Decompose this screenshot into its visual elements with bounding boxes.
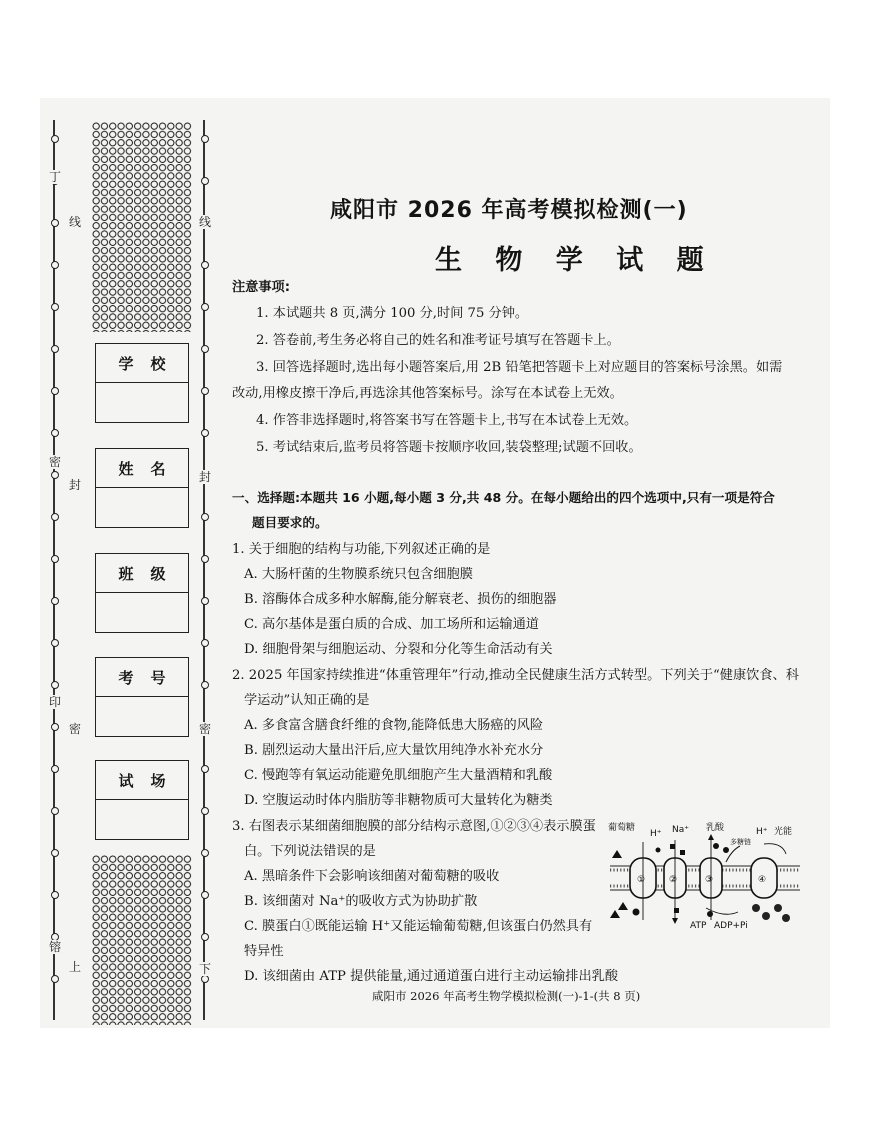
- binding-dot: [51, 135, 59, 143]
- protein-4-label: ④: [758, 875, 767, 885]
- class-box: 班 级: [95, 553, 189, 633]
- question-stem-cont: 学运动”认知正确的是: [244, 693, 370, 708]
- question-option: B. 剧烈运动大量出汗后,应大量饮用纯净水补充水分: [244, 743, 544, 758]
- binding-dot: [51, 975, 59, 983]
- binding-char: 密: [198, 722, 211, 736]
- exam-title: 咸阳市 2026 年高考模拟检测(一): [330, 198, 688, 223]
- binding-dot: [51, 891, 59, 899]
- protein-3-label: ③: [705, 875, 714, 885]
- question-stem-cont: 白。下列说法错误的是: [244, 844, 376, 859]
- page-footer: 咸阳市 2026 年高考生物学模拟检测(一)-1-(共 8 页): [372, 989, 641, 1003]
- notice-item: 3. 回答选择题时,选出每小题答案后,用 2B 铅笔把答题卡上对应题目的答案标号涂黑。如需: [256, 360, 783, 375]
- label-glucose: 葡萄糖: [608, 823, 636, 833]
- binding-dot: [51, 387, 59, 395]
- question-option: C. 膜蛋白①既能运输 H⁺又能运输葡萄糖,但该蛋白仍然具有: [244, 919, 593, 934]
- notice-heading: 注意事项:: [232, 280, 291, 295]
- binding-dot: [51, 807, 59, 815]
- section-heading-cont: 题目要求的。: [252, 515, 328, 530]
- question-option: B. 该细菌对 Na⁺的吸收方式为协助扩散: [244, 894, 478, 909]
- label-h-plus-1: H⁺: [650, 829, 662, 839]
- notice-item: 4. 作答非选择题时,将答案书写在答题卡上,书写在本试卷上无效。: [256, 413, 638, 428]
- binding-dot: [51, 555, 59, 563]
- notice-item: 改动,用橡皮擦干净后,再选涂其他答案标号。涂写在本试卷上无效。: [232, 386, 623, 401]
- binding-dot: [51, 849, 59, 857]
- binding-dot: [201, 303, 209, 311]
- binding-char: 线: [198, 215, 211, 229]
- binding-dot: [51, 303, 59, 311]
- membrane-diagram: [606, 820, 804, 932]
- label-polysaccharide: 多糖链: [730, 838, 751, 846]
- binding-dot: [51, 639, 59, 647]
- label-h-plus-2: H⁺: [756, 827, 768, 837]
- binding-dot: [201, 933, 209, 941]
- notice-item: 5. 考试结束后,监考员将答题卡按顺序收回,装袋整理;试题不回收。: [256, 440, 642, 455]
- binding-dot: [201, 429, 209, 437]
- binding-dot: [201, 765, 209, 773]
- question-stem: 2. 2025 年国家持续推进“体重管理年”行动,推动全民健康生活方式转型。下列关于“健康饮食、科: [232, 668, 799, 683]
- binding-dot: [51, 723, 59, 731]
- binding-dot: [51, 471, 59, 479]
- question-stem: 1. 关于细胞的结构与功能,下列叙述正确的是: [232, 542, 491, 557]
- binding-dot: [51, 681, 59, 689]
- question-option: C. 慢跑等有氧运动能避免肌细胞产生大量酒精和乳酸: [244, 768, 553, 783]
- binding-char: 上: [68, 960, 81, 974]
- dot-pattern-bottom: [92, 855, 192, 1025]
- binding-dot: [201, 555, 209, 563]
- binding-dot: [201, 975, 209, 983]
- binding-dot: [51, 219, 59, 227]
- question-option: D. 该细菌由 ATP 提供能量,通过通道蛋白进行主动运输排出乳酸: [244, 969, 619, 984]
- binding-char: 线: [68, 215, 81, 229]
- binding-dot: [201, 387, 209, 395]
- binding-char: 印: [48, 695, 61, 709]
- protein-4: [751, 858, 777, 898]
- binding-dot: [201, 849, 209, 857]
- binding-char: 封: [68, 478, 81, 492]
- subject-title: 生 物 学 试 题: [435, 245, 716, 276]
- question-option: D. 空腹运动时体内脂肪等非糖物质可大量转化为糖类: [244, 793, 553, 808]
- binding-dot: [201, 513, 209, 521]
- section-heading: 一、选择题:本题共 16 小题,每小题 3 分,共 48 分。在每小题给出的四个选项中,只有一项是符合: [232, 490, 775, 505]
- binding-char: 密: [68, 722, 81, 736]
- exam-room-box: 试 场: [95, 760, 189, 840]
- protein-1-label: ①: [637, 875, 646, 885]
- question-option: B. 溶酶体合成多种水解酶,能分解衰老、损伤的细胞器: [244, 592, 557, 607]
- exam-number-box: 考 号: [95, 657, 189, 737]
- label-lactic: 乳酸: [706, 823, 725, 833]
- binding-dot: [51, 261, 59, 269]
- question-option: A. 大肠杆菌的生物膜系统只包含细胞膜: [244, 567, 473, 582]
- school-box: 学 校: [95, 343, 189, 423]
- binding-dot: [201, 807, 209, 815]
- binding-char: 密: [48, 455, 61, 469]
- binding-dot: [51, 345, 59, 353]
- dot-pattern-top: [92, 122, 192, 332]
- binding-dot: [201, 261, 209, 269]
- protein-2-label: ②: [669, 875, 678, 885]
- binding-char: 封: [198, 470, 211, 484]
- label-adp: ADP+Pi: [714, 921, 748, 931]
- binding-dot: [201, 345, 209, 353]
- binding-dot: [201, 177, 209, 185]
- binding-char: 镕: [48, 940, 61, 954]
- binding-dot: [201, 891, 209, 899]
- label-atp: ATP: [690, 921, 707, 931]
- binding-dot: [201, 135, 209, 143]
- binding-char: 丁: [48, 170, 61, 184]
- binding-dot: [201, 639, 209, 647]
- label-na-plus: Na⁺: [672, 825, 689, 835]
- question-option-cont: 特异性: [244, 944, 284, 959]
- question-option: C. 高尔基体是蛋白质的合成、加工场所和运输通道: [244, 617, 539, 632]
- binding-dot: [51, 429, 59, 437]
- notice-item: 2. 答卷前,考生务必将自己的姓名和准考证号填写在答题卡上。: [256, 333, 620, 348]
- question-option: D. 细胞骨架与细胞运动、分裂和分化等生命活动有关: [244, 642, 553, 657]
- question-option: A. 多食富含膳食纤维的食物,能降低患大肠癌的风险: [244, 718, 544, 733]
- binding-dot: [51, 597, 59, 605]
- binding-char: 下: [198, 962, 211, 976]
- binding-dot: [51, 513, 59, 521]
- question-stem: 3. 右图表示某细菌细胞膜的部分结构示意图,①②③④表示膜蛋: [232, 819, 596, 834]
- name-box: 姓 名: [95, 448, 189, 528]
- label-light: 光能: [774, 827, 793, 837]
- question-option: A. 黑暗条件下会影响该细菌对葡萄糖的吸收: [244, 869, 500, 884]
- binding-dot: [51, 765, 59, 773]
- notice-item: 1. 本试题共 8 页,满分 100 分,时间 75 分钟。: [256, 306, 529, 321]
- binding-dot: [201, 681, 209, 689]
- binding-dot: [201, 597, 209, 605]
